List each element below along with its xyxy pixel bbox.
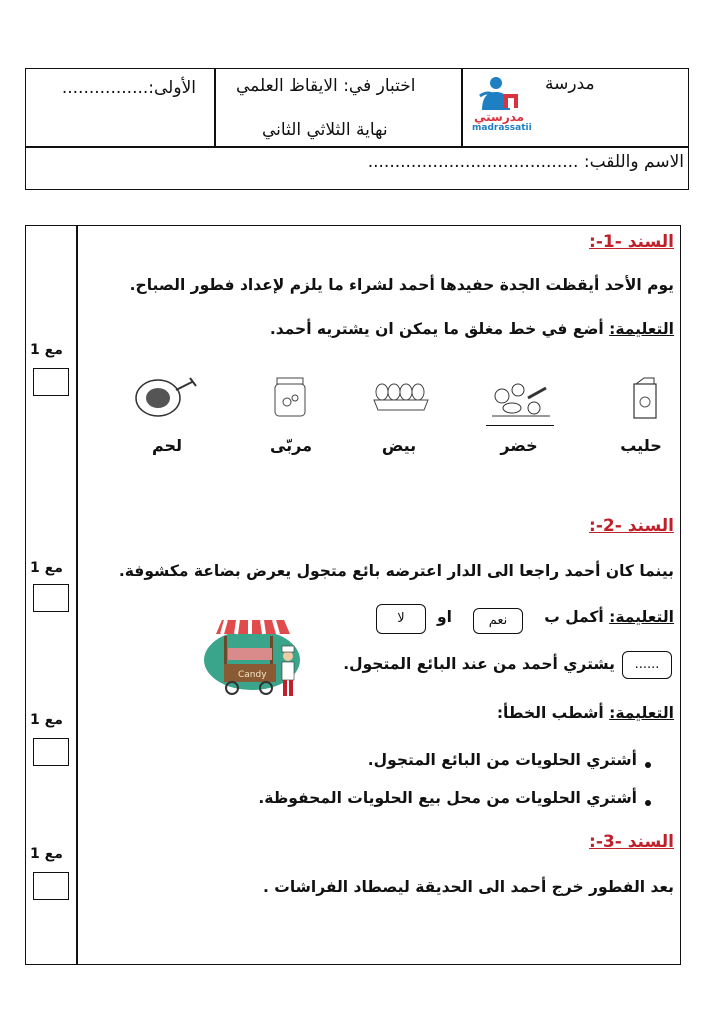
food-label-jam: مربّى: [269, 436, 313, 455]
section-2-instruction-2: [497, 704, 674, 722]
statement-1[interactable]: أشتري الحلويات من البائع المتجول.: [367, 751, 637, 769]
score-box-1[interactable]: [33, 368, 69, 396]
exam-title: اختبار في: الايقاظ العلمي: [236, 76, 416, 96]
instruction-text: أشطب الخطأ:: [496, 704, 610, 722]
vegetables-icon[interactable]: [488, 378, 554, 426]
score-column-divider: [76, 225, 78, 965]
food-label-vegetables: خضر: [500, 436, 538, 455]
vegetables-underline: [486, 425, 554, 426]
section-2-title: السند -2-:: [589, 516, 674, 536]
score-label-1: مع 1: [30, 342, 63, 358]
milk-icon[interactable]: [628, 376, 662, 424]
svg-text:Candy: Candy: [238, 670, 267, 680]
section-2-text: بينما كان أحمد راجعا الى الدار اعترضه بائع متجول يعرض بضاعة مكشوفة.: [118, 562, 674, 580]
instruction-key: التعليمة:: [609, 608, 674, 626]
instruction-key: التعليمة:: [609, 320, 674, 338]
instruction-text: أكمل ب: [544, 608, 610, 626]
logo-text: مدرستي: [474, 110, 525, 124]
grade-field[interactable]: الأولى:................: [61, 78, 196, 98]
food-label-meat: لحم: [151, 436, 183, 455]
no-option-box[interactable]: لا: [376, 604, 426, 634]
logo-latin: madrassatii: [472, 123, 532, 133]
meat-icon[interactable]: [132, 374, 200, 424]
bullet-marker: [645, 800, 651, 806]
section-3-text: بعد الفطور خرج أحمد الى الحديقة ليصطاد الفراشات .: [262, 878, 674, 896]
section-1-text: يوم الأحد أيقظت الجدة حفيدها أحمد لشراء ما يلزم لإعداد فطور الصباح.: [129, 276, 674, 294]
instruction-key: التعليمة:: [609, 704, 674, 722]
food-label-eggs: بيض: [381, 436, 417, 455]
section-1-title: السند -1-:: [589, 232, 674, 252]
score-label-4: مع 1: [30, 846, 63, 862]
school-label: مدرسة: [545, 74, 595, 94]
school-logo: [468, 72, 536, 134]
score-box-3[interactable]: [33, 738, 69, 766]
section-1-instruction: [270, 320, 674, 338]
or-label: او: [437, 608, 452, 626]
eggs-icon[interactable]: [372, 378, 430, 416]
score-box-4[interactable]: [33, 872, 69, 900]
statement-2[interactable]: أشتري الحلويات من محل بيع الحلويات المحفوظة.: [258, 789, 637, 807]
vendor-cart-illustration: [202, 614, 306, 700]
section-2-instruction: [544, 608, 674, 626]
instruction-text: أضع في خط مغلق ما يمكن ان يشتريه أحمد.: [269, 320, 610, 338]
term-title: نهاية الثلاثي الثاني: [262, 120, 388, 140]
section-3-title: السند -3-:: [589, 832, 674, 852]
score-label-3: مع 1: [30, 712, 63, 728]
answer-blank-box[interactable]: ......: [622, 651, 672, 679]
yes-option-box[interactable]: نعم: [473, 608, 523, 634]
score-label-2: مع 1: [30, 560, 63, 576]
food-label-milk: حليب: [620, 436, 662, 455]
bullet-marker: [645, 762, 651, 768]
jam-jar-icon[interactable]: [267, 374, 313, 424]
score-box-2[interactable]: [33, 584, 69, 612]
candy-cart-icon: [202, 614, 306, 700]
fill-sentence: يشتري أحمد من عند البائع المتجول.: [343, 655, 615, 673]
name-field[interactable]: الاسم واللقب: .......................................: [367, 152, 684, 172]
